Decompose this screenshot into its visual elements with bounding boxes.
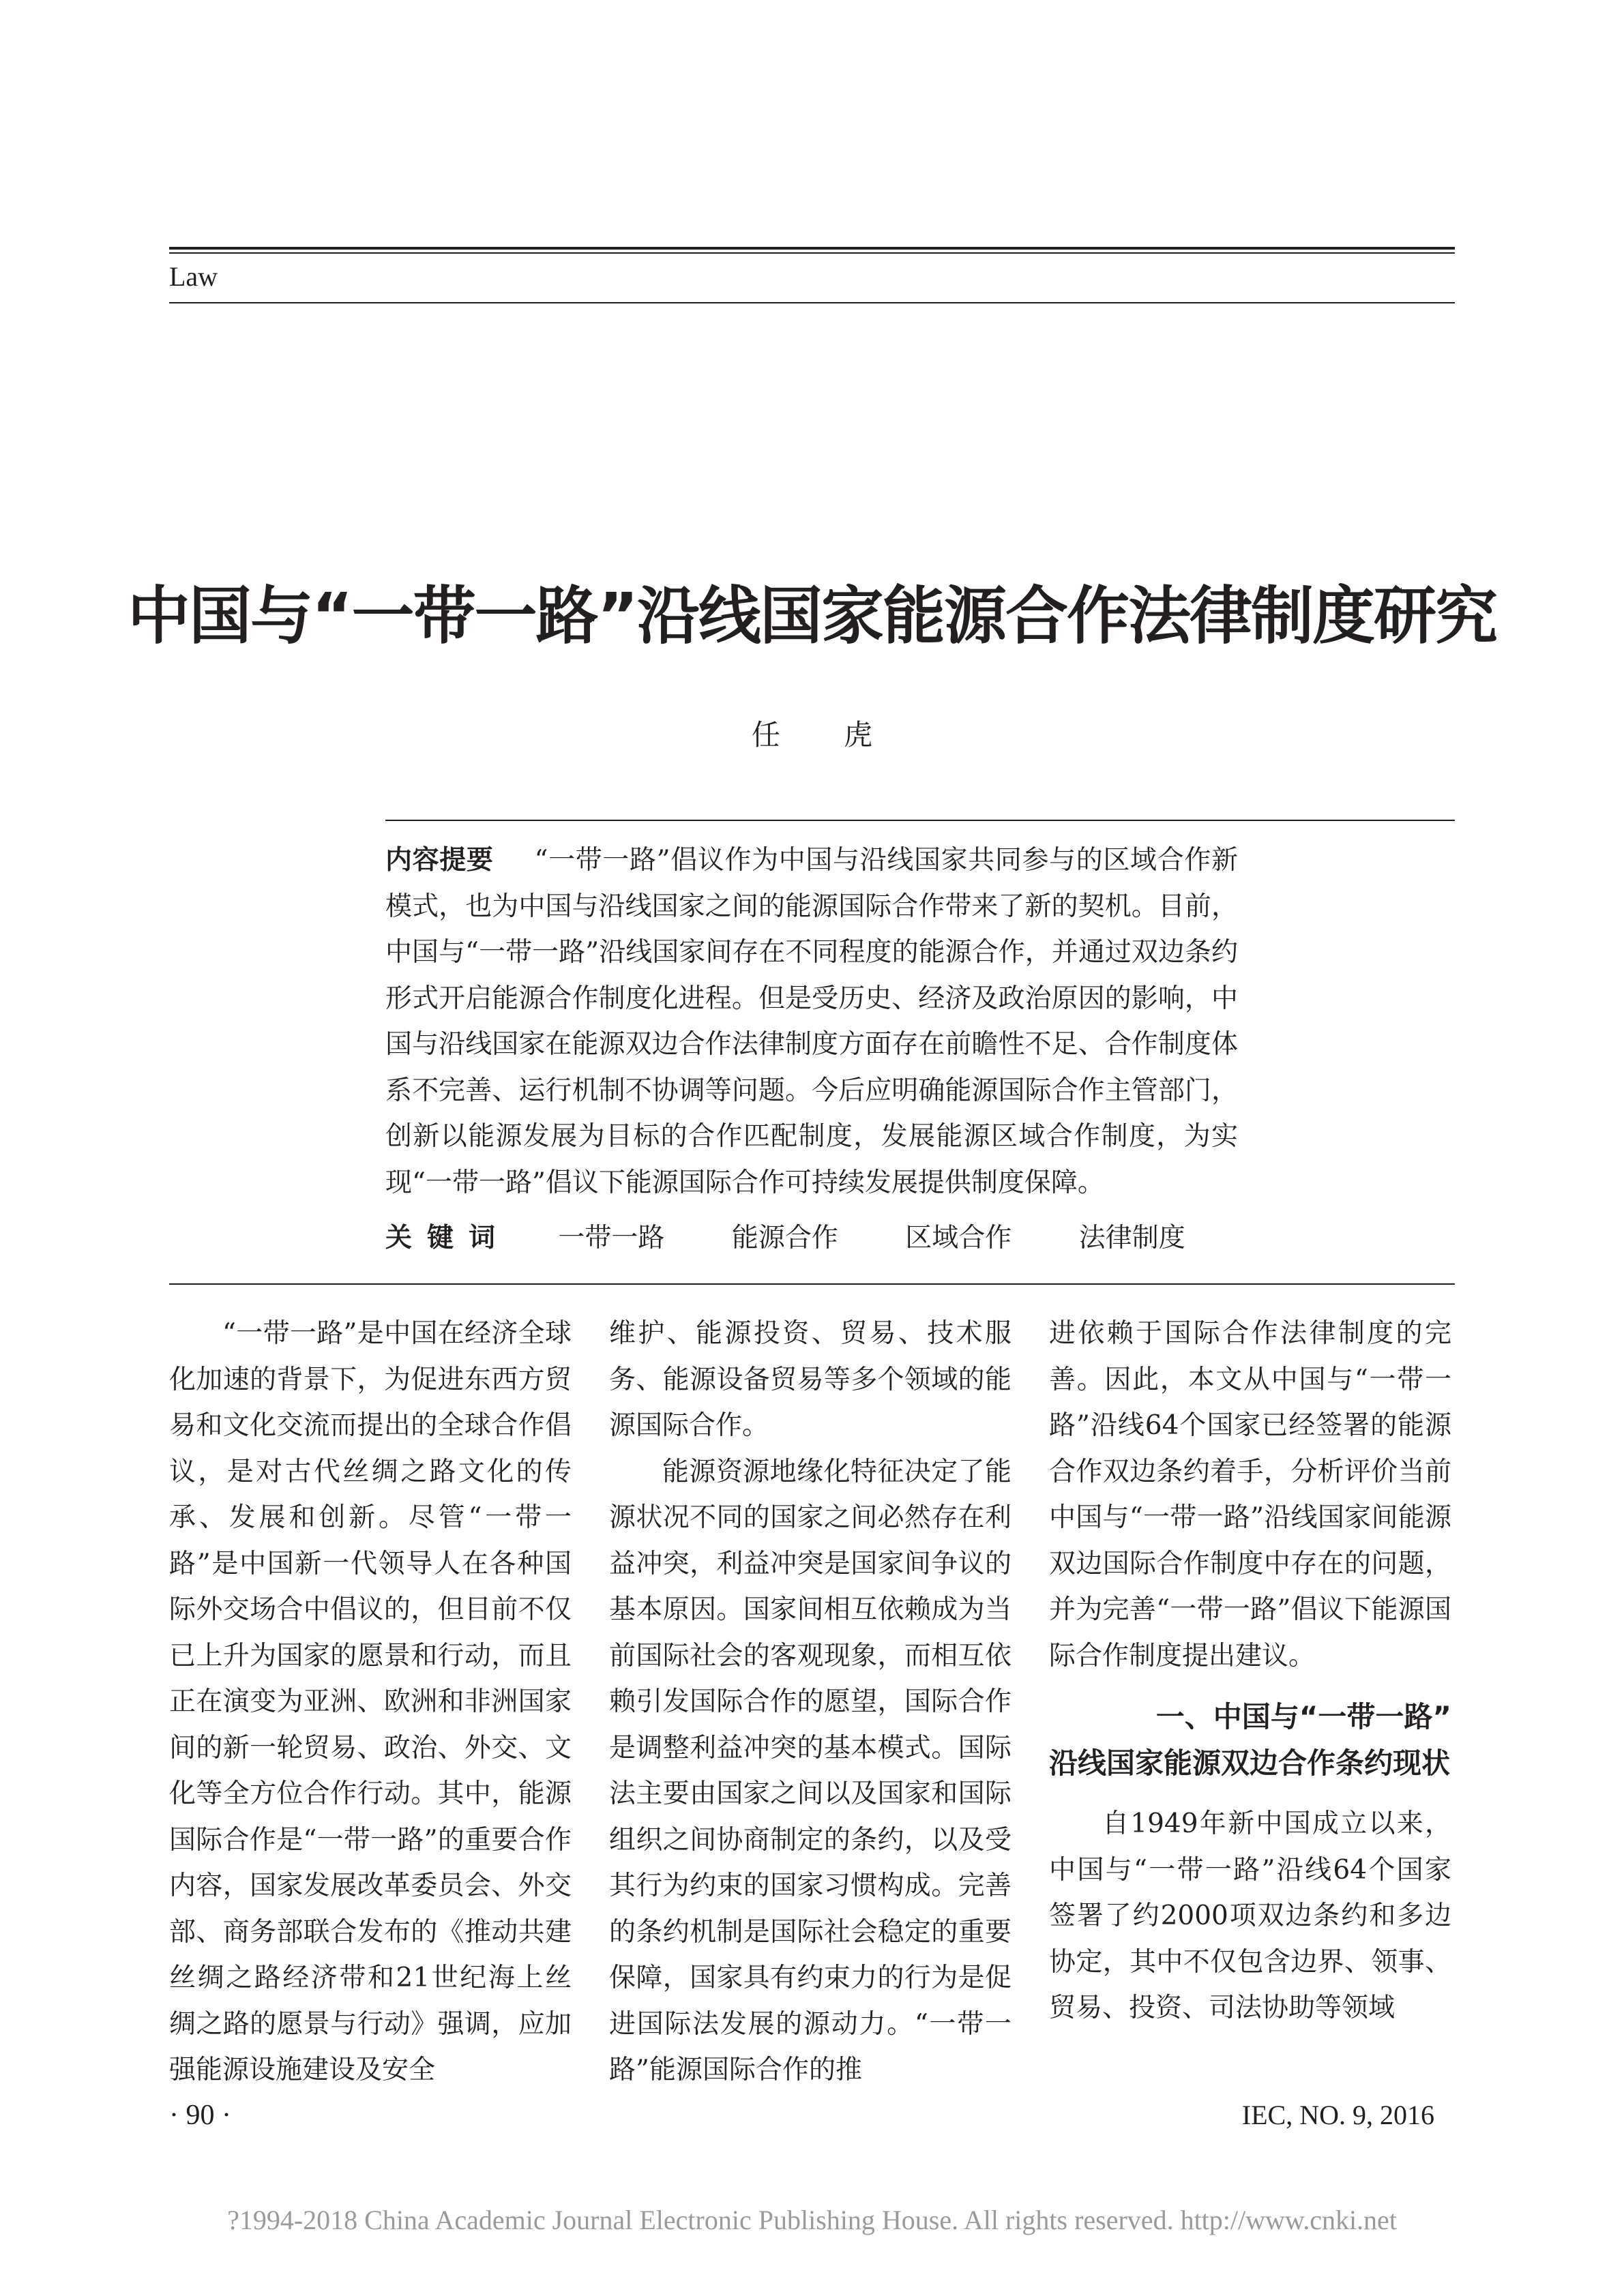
body-paragraph: 能源资源地缘化特征决定了能源状况不同的国家之间必然存在利益冲突，利益冲突是国家间争议的基本原因。国家间相互依赖成为当前国际社会的客观现象，而相互依赖引发国际合作的愿望，国际合作是调整利益冲突的基本模式。国际法主要由国家之间以及国家和国际组织之间协商制定的条约，以及受其行为约束的国家习惯构成。完善的条约机制是国际社会稳定的重要保障，国家具有约束力的行为是促进国际法发展的源动力。“一带一路”能源国际合作的推 xyxy=(609,1456,1012,2085)
abstract-text: “一带一路”倡议作为中国与沿线国家共同参与的区域合作新模式，也为中国与沿线国家之间的能源国际合作带来了新的契机。目前，中国与“一带一路”沿线国家间存在不同程度的能源合作，并通过双边条约形式开启能源合作制度化进程。但是受历史、经济及政治原因的影响，中国与沿线国家在能源双边合作法律制度方面存在前瞻性不足、合作制度体系不完善、运行机制不协调等问题。今后应明确能源国际合作主管部门，创新以能源发展为目标的合作匹配制度，发展能源区域合作制度，为实现“一带一路”倡议下能源国际合作可持续发展提供制度保障。 xyxy=(385,845,1238,1198)
body-paragraph: 维护、能源投资、贸易、技术服务、能源设备贸易等多个领域的能源国际合作。 xyxy=(609,1318,1012,1441)
body-column-2 xyxy=(609,1311,1012,2093)
abstract-label: 内容提要 xyxy=(385,845,494,876)
body-column-1 xyxy=(169,1311,572,2093)
abstract xyxy=(385,837,1238,1206)
author-name: 任 虎 xyxy=(751,718,900,751)
keywords-label: 关键词 xyxy=(385,1223,511,1253)
abstract-top-rule xyxy=(385,820,1455,821)
journal-issue: IEC, NO. 9, 2016 xyxy=(1241,2100,1434,2130)
header-rule-thin xyxy=(169,252,1455,254)
keywords xyxy=(385,1215,1238,1262)
section-heading-line2: 沿线国家能源双边合作条约现状 xyxy=(1049,1746,1451,1780)
article-title: 中国与“一带一路”沿线国家能源合作法律制度研究 xyxy=(128,580,1496,653)
section-label: Law xyxy=(169,261,218,292)
keyword-item: 区域合作 xyxy=(905,1223,1012,1253)
keyword-item: 一带一路 xyxy=(558,1223,665,1253)
copyright-notice: ?1994-2018 China Academic Journal Electronic Publishing House. All rights reserved. http://www.cnki.net xyxy=(227,2205,1397,2235)
keyword-item: 能源合作 xyxy=(731,1223,838,1253)
body-paragraph: “一带一路”是中国在经济全球化加速的背景下，为促进东西方贸易和文化交流而提出的全球合作倡议，是对古代丝绸之路文化的传承、发展和创新。尽管“一带一路”是中国新一代领导人在各种国际外交场合中倡议的，但目前不仅已上升为国家的愿景和行动，而且正在演变为亚洲、欧洲和非洲国家间的新一轮贸易、政治、外交、文化等全方位合作行动。其中，能源国际合作是“一带一路”的重要合作内容，国家发展改革委员会、外交部、商务部联合发布的《推动共建丝绸之路经济带和21世纪海上丝绸之路的愿景与行动》强调，应加强能源设施建设及安全 xyxy=(169,1318,572,2085)
section-heading-line1: 一、中国与“一带一路” xyxy=(1155,1700,1451,1733)
abstract-bottom-rule xyxy=(169,1283,1455,1285)
section-rule xyxy=(169,302,1455,303)
keyword-item: 法律制度 xyxy=(1078,1223,1185,1253)
header-rule-thick xyxy=(169,247,1455,250)
page-number: · 90 · xyxy=(169,2100,231,2131)
body-column-3 xyxy=(1049,1311,1451,2031)
body-paragraph: 进依赖于国际合作法律制度的完善。因此，本文从中国与“一带一路”沿线64个国家已经签署的能源合作双边条约着手，分析评价当前中国与“一带一路”沿线国家间能源双边国际合作制度中存在的问题，并为完善“一带一路”倡议下能源国际合作制度提出建议。 xyxy=(1049,1318,1451,1671)
section-heading xyxy=(1049,1694,1451,1786)
body-paragraph: 自1949年新中国成立以来，中国与“一带一路”沿线64个国家签署了约2000项双边条约和多边协定，其中不仅包含边界、领事、贸易、投资、司法协助等领域 xyxy=(1049,1808,1451,2023)
